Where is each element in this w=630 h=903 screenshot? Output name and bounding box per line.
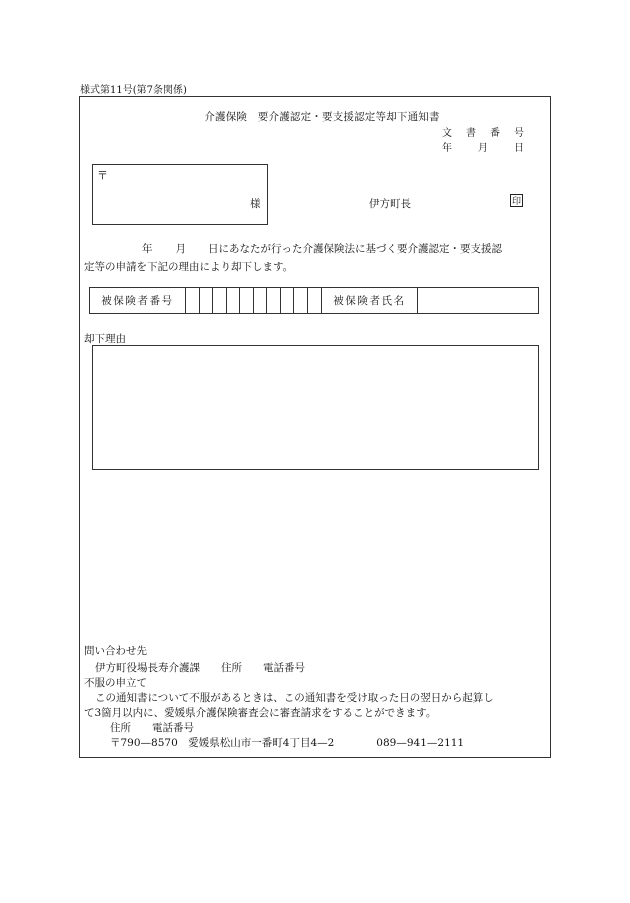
insured-number-digit-cell — [240, 288, 254, 313]
doc-number-char: 書 — [466, 128, 476, 139]
insured-number-digit-cell — [227, 288, 241, 313]
contact-heading: 問い合わせ先 — [84, 645, 147, 657]
recipient-honorific: 様 — [250, 198, 261, 210]
recipient-address-box — [92, 164, 268, 225]
doc-number-char: 番 — [490, 128, 500, 139]
doc-number-char: 号 — [514, 128, 524, 139]
insured-number-digit-cell — [186, 288, 200, 313]
insured-number-label: 被保険者番号 — [90, 288, 186, 313]
appeal-address-line: 〒790—8570 愛媛県松山市一番町4丁目4—2 089—941—2111 — [110, 737, 465, 749]
appeal-text-line-1: この通知書について不服があるときは、この通知書を受け取った日の翌日から起算し — [95, 692, 494, 704]
insured-number-digit-cell — [267, 288, 281, 313]
body-year: 年 — [142, 243, 153, 255]
insured-number-digit-cell — [308, 288, 323, 313]
insured-number-digit-cell — [254, 288, 268, 313]
reason-box — [92, 345, 539, 470]
body-month: 月 — [175, 243, 186, 255]
document-number-field — [442, 124, 524, 139]
contact-line: 伊方町役場長寿介護課 住所 電話番号 — [95, 662, 305, 674]
insured-number-digit-cell — [200, 288, 214, 313]
notice-body-line-1 — [84, 241, 502, 256]
notice-body-line-2: 定等の申請を下記の理由により却下します。 — [84, 261, 294, 273]
doc-number-char: 文 — [442, 128, 452, 139]
issuer-name: 伊方町長 — [369, 198, 411, 210]
document-title: 介護保険 要介護認定・要支援認定等却下通知書 — [204, 111, 440, 123]
day-label: 日 — [514, 143, 524, 154]
insured-id-table — [89, 287, 539, 314]
insured-number-digit-cell — [213, 288, 227, 313]
appeal-text-line-2: て3箇月以内に、愛媛県介護保険審査会に審査請求をすることができます。 — [84, 707, 437, 719]
issue-date-field — [442, 139, 524, 154]
form-number-label: 様式第11号(第7条関係) — [80, 85, 187, 96]
appeal-heading: 不服の申立て — [84, 677, 147, 689]
body-text: 日にあなたが行った介護保険法に基づく要介護認定・要支援認 — [208, 243, 502, 255]
year-label: 年 — [442, 143, 452, 154]
reason-label: 却下理由 — [84, 333, 126, 345]
insured-number-digit-cell — [294, 288, 308, 313]
insured-name-label: 被保険者氏名 — [322, 288, 418, 313]
insured-number-digit-cell — [281, 288, 295, 313]
appeal-address-header: 住所 電話番号 — [110, 722, 194, 734]
month-label: 月 — [478, 143, 488, 154]
seal-mark: 印 — [510, 194, 523, 207]
postal-mark: 〒 — [97, 169, 108, 182]
